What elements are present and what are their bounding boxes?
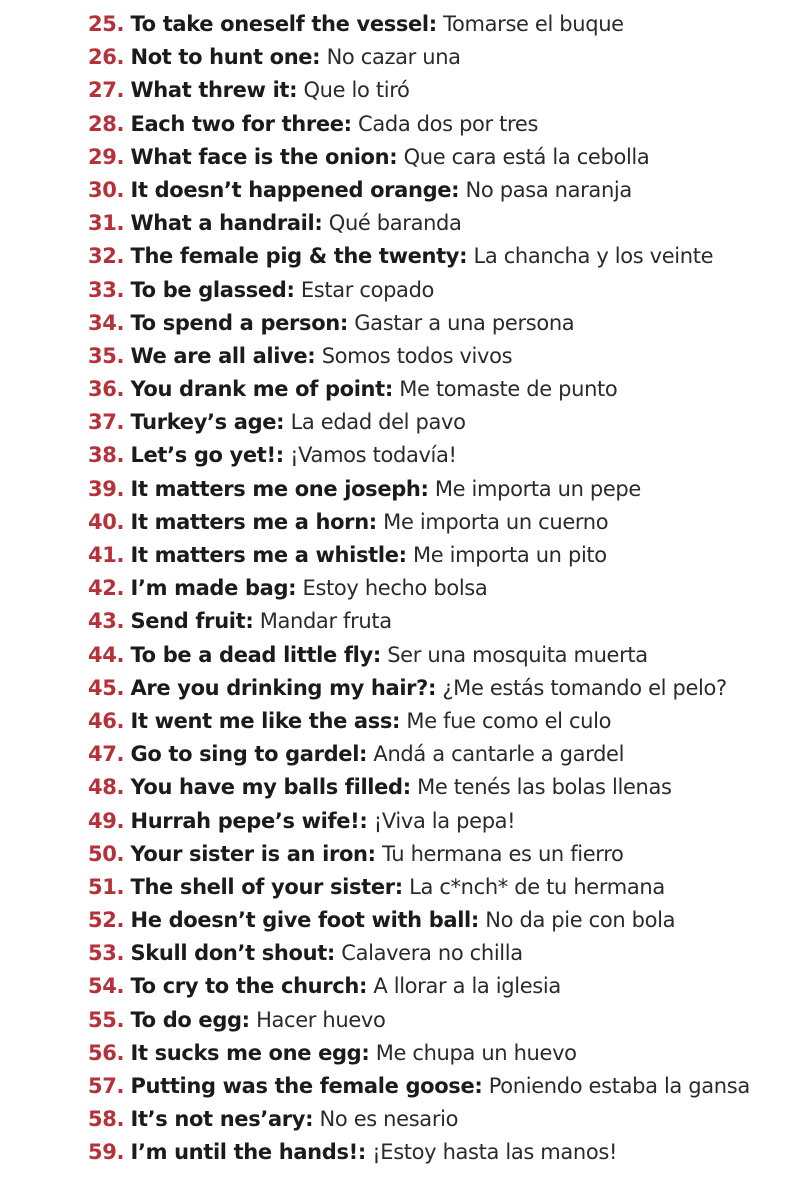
spanish-phrase: ¡Estoy hasta las manos! <box>372 1140 618 1165</box>
spanish-phrase: La c*nch* de tu hermana <box>409 874 665 899</box>
spanish-phrase: Me tenés las bolas llenas <box>417 775 672 800</box>
spanish-phrase: Me importa un pepe <box>434 476 641 501</box>
item-number: 47. <box>88 742 125 767</box>
english-phrase: The shell of your sister: <box>130 874 403 899</box>
spanish-phrase: Me fue como el culo <box>406 708 612 733</box>
english-phrase: It matters me a whistle: <box>130 543 407 567</box>
spanish-phrase: ¿Me estás tomando el pelo? <box>442 675 727 700</box>
item-number: 40. <box>88 509 125 534</box>
list-item <box>88 937 800 970</box>
english-phrase: To take oneself the vessel: <box>130 12 437 36</box>
spanish-phrase: Hacer huevo <box>256 1007 386 1032</box>
item-number: 30. <box>88 177 125 202</box>
english-phrase: To cry to the church: <box>130 974 368 999</box>
item-number: 43. <box>88 609 125 634</box>
item-number: 25. <box>88 12 125 36</box>
item-number: 28. <box>88 111 125 136</box>
english-phrase: You drank me of point: <box>130 377 393 402</box>
spanish-phrase: No cazar una <box>326 45 461 70</box>
item-number: 52. <box>88 908 125 933</box>
english-phrase: It matters me one joseph: <box>130 476 429 501</box>
item-number: 34. <box>88 310 125 335</box>
item-number: 57. <box>88 1074 125 1098</box>
list-item <box>88 904 800 937</box>
english-phrase: Your sister is an iron: <box>130 841 376 866</box>
item-number: 37. <box>88 410 125 435</box>
list-item <box>88 539 800 572</box>
item-number: 49. <box>88 808 125 833</box>
english-phrase: Send fruit: <box>130 609 254 634</box>
list-item <box>88 174 800 207</box>
item-number: 39. <box>88 476 125 501</box>
english-phrase: To spend a person: <box>130 310 348 335</box>
item-number: 33. <box>88 277 125 302</box>
list-item <box>88 340 800 373</box>
spanish-phrase: Estoy hecho bolsa <box>302 576 488 601</box>
english-phrase: Go to sing to gardel: <box>130 742 368 767</box>
spanish-phrase: Me importa un cuerno <box>383 509 609 534</box>
english-phrase: Not to hunt one: <box>130 45 321 70</box>
list-item <box>88 307 800 340</box>
list-item <box>88 1103 800 1136</box>
spanish-phrase: Qué baranda <box>328 211 462 236</box>
spanish-phrase: Somos todos vivos <box>321 343 513 368</box>
list-item <box>88 672 800 705</box>
spanish-phrase: Andá a cantarle a gardel <box>373 742 625 767</box>
english-phrase: To be a dead little fly: <box>130 642 381 667</box>
english-phrase: To do egg: <box>130 1007 250 1032</box>
english-phrase: What a handrail: <box>130 211 323 236</box>
english-phrase: What threw it: <box>130 78 298 103</box>
spanish-phrase: Cada dos por tres <box>358 111 539 136</box>
spanish-phrase: Mandar fruta <box>259 609 392 634</box>
list-item <box>88 141 800 174</box>
english-phrase: You have my balls filled: <box>130 775 411 800</box>
english-phrase: I’m made bag: <box>130 576 297 601</box>
english-phrase: Each two for three: <box>130 111 352 136</box>
spanish-phrase: Que lo tiró <box>303 78 410 103</box>
english-phrase: The female pig & the twenty: <box>130 244 468 269</box>
list-item <box>88 1004 800 1037</box>
list-item <box>88 838 800 871</box>
item-number: 56. <box>88 1040 125 1065</box>
english-phrase: It’s not nes’ary: <box>130 1107 314 1132</box>
item-number: 54. <box>88 974 125 999</box>
list-item <box>88 74 800 107</box>
item-number: 42. <box>88 576 125 601</box>
item-number: 44. <box>88 642 125 667</box>
item-number: 46. <box>88 708 125 733</box>
english-phrase: It doesn’t happened orange: <box>130 177 460 202</box>
spanish-phrase: Calavera no chilla <box>341 941 523 966</box>
list-item <box>88 506 800 539</box>
list-item <box>88 639 800 672</box>
english-phrase: He doesn’t give foot with ball: <box>130 908 479 933</box>
spanish-phrase: Estar copado <box>300 277 435 302</box>
spanish-phrase: Poniendo estaba la gansa <box>488 1074 750 1098</box>
list-item <box>88 572 800 605</box>
spanish-phrase: Me importa un pito <box>412 543 607 567</box>
list-item <box>88 240 800 273</box>
spanish-phrase: Tomarse el buque <box>443 12 624 36</box>
spanish-phrase: Me tomaste de punto <box>399 377 618 402</box>
item-number: 51. <box>88 874 125 899</box>
item-number: 58. <box>88 1107 125 1132</box>
item-number: 53. <box>88 941 125 966</box>
english-phrase: Hurrah pepe’s wife!: <box>130 808 368 833</box>
item-number: 27. <box>88 78 125 103</box>
list-item <box>88 41 800 74</box>
item-number: 38. <box>88 443 125 468</box>
list-item <box>88 108 800 141</box>
item-number: 31. <box>88 211 125 236</box>
spanish-phrase: ¡Vamos todavía! <box>290 443 457 468</box>
spanish-phrase: La edad del pavo <box>290 410 466 435</box>
list-item <box>88 207 800 240</box>
list-item <box>88 871 800 904</box>
spanish-phrase: Me chupa un huevo <box>375 1040 577 1065</box>
english-phrase: What face is the onion: <box>130 144 398 169</box>
list-item <box>88 605 800 638</box>
spanish-phrase: Tu hermana es un fierro <box>382 841 624 866</box>
item-number: 45. <box>88 675 125 700</box>
spanish-phrase: Gastar a una persona <box>354 310 575 335</box>
spanish-phrase: Ser una mosquita muerta <box>387 642 648 667</box>
list-item <box>88 406 800 439</box>
english-phrase: It matters me a horn: <box>130 509 377 534</box>
list-item <box>88 970 800 1003</box>
list-item <box>88 274 800 307</box>
english-phrase: I’m until the hands!: <box>130 1140 366 1165</box>
item-number: 36. <box>88 377 125 402</box>
english-phrase: Putting was the female goose: <box>130 1074 483 1098</box>
item-number: 32. <box>88 244 125 269</box>
list-item <box>88 473 800 506</box>
item-number: 29. <box>88 144 125 169</box>
list-item <box>88 1136 800 1169</box>
english-phrase: To be glassed: <box>130 277 295 302</box>
phrase-list <box>88 8 800 1170</box>
item-number: 50. <box>88 841 125 866</box>
item-number: 35. <box>88 343 125 368</box>
list-item <box>88 8 800 41</box>
list-item <box>88 805 800 838</box>
spanish-phrase: No pasa naranja <box>465 177 632 202</box>
spanish-phrase: A llorar a la iglesia <box>373 974 561 999</box>
spanish-phrase: ¡Viva la pepa! <box>373 808 516 833</box>
item-number: 41. <box>88 543 125 567</box>
spanish-phrase: La chancha y los veinte <box>473 244 714 269</box>
list-item <box>88 439 800 472</box>
list-item <box>88 373 800 406</box>
item-number: 48. <box>88 775 125 800</box>
english-phrase: It sucks me one egg: <box>130 1040 370 1065</box>
item-number: 55. <box>88 1007 125 1032</box>
item-number: 26. <box>88 45 125 70</box>
list-item <box>88 738 800 771</box>
english-phrase: It went me like the ass: <box>130 708 401 733</box>
english-phrase: Turkey’s age: <box>130 410 285 435</box>
spanish-phrase: No es nesario <box>319 1107 459 1132</box>
list-item <box>88 705 800 738</box>
english-phrase: We are all alive: <box>130 343 316 368</box>
english-phrase: Let’s go yet!: <box>130 443 284 468</box>
item-number: 59. <box>88 1140 125 1165</box>
english-phrase: Skull don’t shout: <box>130 941 335 966</box>
list-item <box>88 1070 800 1103</box>
spanish-phrase: Que cara está la cebolla <box>403 144 650 169</box>
spanish-phrase: No da pie con bola <box>485 908 676 933</box>
list-item <box>88 1037 800 1070</box>
list-item <box>88 771 800 804</box>
english-phrase: Are you drinking my hair?: <box>130 675 437 700</box>
